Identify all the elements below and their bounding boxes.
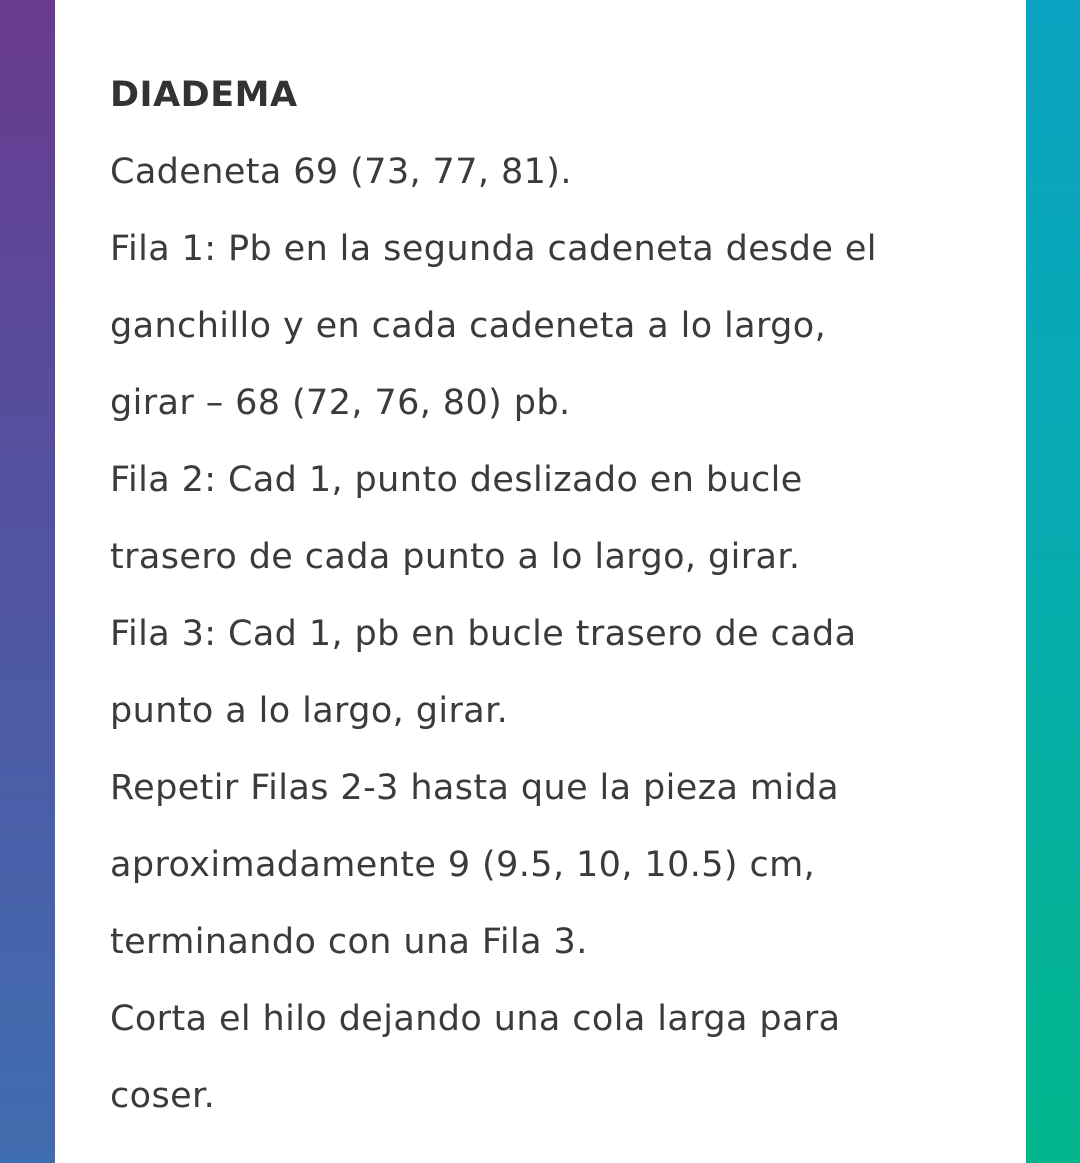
instruction-line: coser. [110,1076,216,1116]
instruction-line: Fila 3: Cad 1, pb en bucle trasero de cada [110,614,857,654]
section-title: DIADEMA [110,75,298,115]
instruction-line: Fila 1: Pb en la segunda cadeneta desde el [110,229,877,269]
instruction-line: Repetir Filas 2-3 hasta que la pieza mida [110,768,839,808]
left-gradient-band [0,0,55,1163]
instruction-line: girar – 68 (72, 76, 80) pb. [110,383,571,423]
right-gradient-band [1026,0,1080,1163]
pattern-card [55,0,1026,1163]
instruction-line: trasero de cada punto a lo largo, girar. [110,537,801,577]
instruction-line: Corta el hilo dejando una cola larga para [110,999,841,1039]
instruction-line: terminando con una Fila 3. [110,922,588,962]
instruction-line: aproximadamente 9 (9.5, 10, 10.5) cm, [110,845,816,885]
instruction-line: ganchillo y en cada cadeneta a lo largo, [110,306,827,346]
pattern-text [110,57,990,1135]
instruction-line: Cadeneta 69 (73, 77, 81). [110,152,572,192]
instruction-line: Fila 2: Cad 1, punto deslizado en bucle [110,460,803,500]
instruction-line: punto a lo largo, girar. [110,691,509,731]
